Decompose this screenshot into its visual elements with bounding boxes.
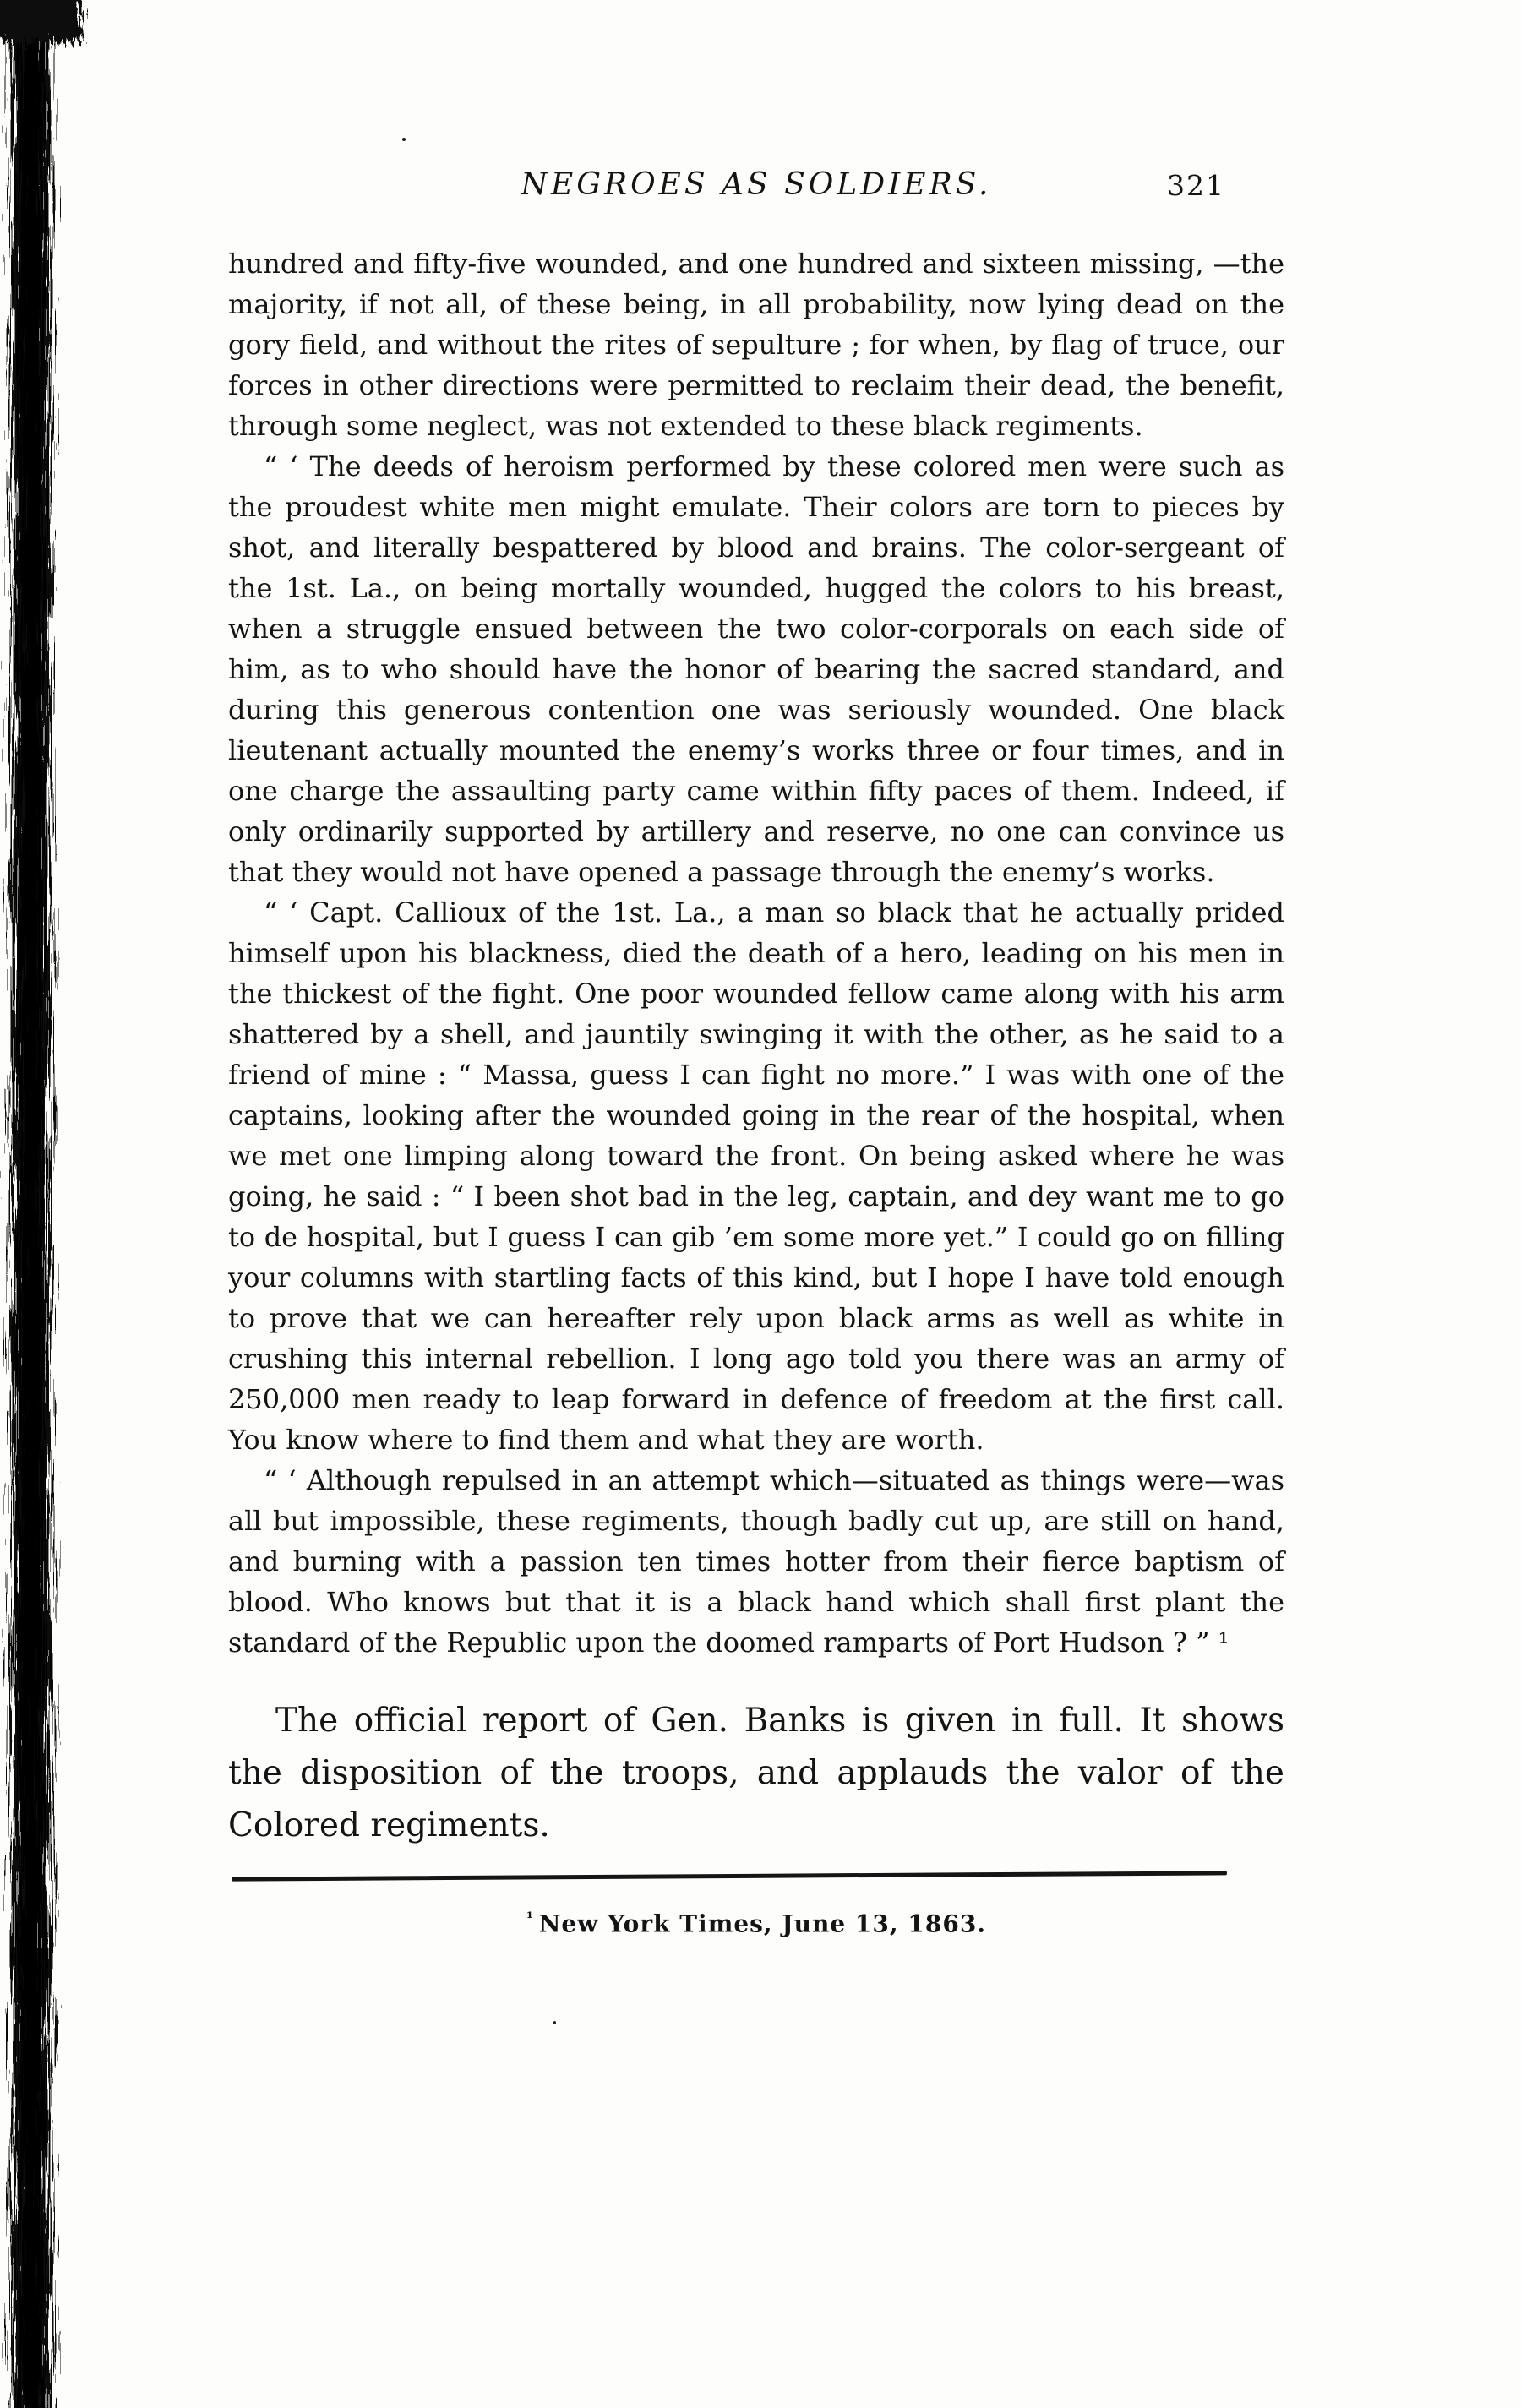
body-paragraph: hundred and fifty-five wounded, and one hundred and sixteen missing, —the majority, if not all, of these being, in all probability, now lying dead on the gory field, and without the rites of sepulture ; for when, by flag of truce, our forces in other directions were permitted to reclaim their dead, the benefit, through some neglect, was not extended to these black regiments. bbox=[228, 248, 1284, 442]
body-paragraph-quote: “ ‘ Although repulsed in an attempt which—situated as things were—was all but impossible, these regiments, though badly cut up, are still on hand, and burning with a passion ten times hotter from their fierce baptism of blood. Who knows but that it is a black hand which shall first plant the standard of the Republic upon the doomed ramparts of Port Hudson ? ” ¹ bbox=[228, 1464, 1284, 1659]
body-paragraph-quote: “ ‘ The deeds of heroism performed by these colored men were such as the proudest white men might emulate. Their colors are torn to pieces by shot, and literally bespattered by blood and brains. The color-sergeant of the 1st. La., on being mortally wounded, hugged the colors to his breast, when a struggle ensued between the two color-corporals on each side of him, as to who should have the honor of bearing the sacred standard, and during this generous contention one was seriously wounded. One black lieutenant actually mounted the enemy’s works three or four times, and in one charge the assaulting party came within fifty paces of them. Indeed, if only ordinarily supported by artillery and reserve, no one can convince us that they would not have opened a passage through the enemy’s works. bbox=[228, 450, 1284, 888]
running-title: NEGROES AS SOLDIERS. bbox=[521, 167, 992, 202]
footnote bbox=[228, 1899, 1284, 1944]
scan-speck bbox=[553, 2021, 556, 2024]
page-text-column bbox=[228, 243, 1284, 1944]
running-header bbox=[228, 167, 1284, 210]
footnote-text: New York Times, June 13, 1863. bbox=[538, 1910, 987, 1938]
body-paragraph-quote: “ ‘ Capt. Callioux of the 1st. La., a man so black that he actually prided himself upon his blackness, died the death of a hero, leading on his men in the thickest of the fight. One poor wounded fellow came along with his arm shattered by a shell, and jauntily swinging it with the other, as he said to a friend of mine : “ Massa, guess I can fight no more.” I was with one of the captains, looking after the wounded going in the rear of the hospital, when we met one limping along toward the front. On being asked where he was going, he said : “ I been shot bad in the leg, captain, and dey want me to go to de hospital, but I guess I can gib ’em some more yet.” I could go on filling your columns with startling facts of this kind, but I hope I have told enough to prove that we can hereafter rely upon black arms as well as white in crushing this internal rebellion. I long ago told you there was an army of 250,000 men ready to leap forward in defence of freedom at the first call. You know where to find them and what they are worth. bbox=[228, 896, 1284, 1456]
footnote-divider-rule bbox=[232, 1871, 1227, 1881]
scan-speck bbox=[402, 138, 406, 141]
closing-paragraph: The official report of Gen. Banks is given in full. It shows the disposition of the troops, and applauds the valor of the Colored regiments. bbox=[228, 1702, 1284, 1844]
footnote-marker: ¹ bbox=[526, 1910, 534, 1927]
book-binding-edge bbox=[0, 0, 110, 2408]
page-number: 321 bbox=[1167, 169, 1225, 202]
